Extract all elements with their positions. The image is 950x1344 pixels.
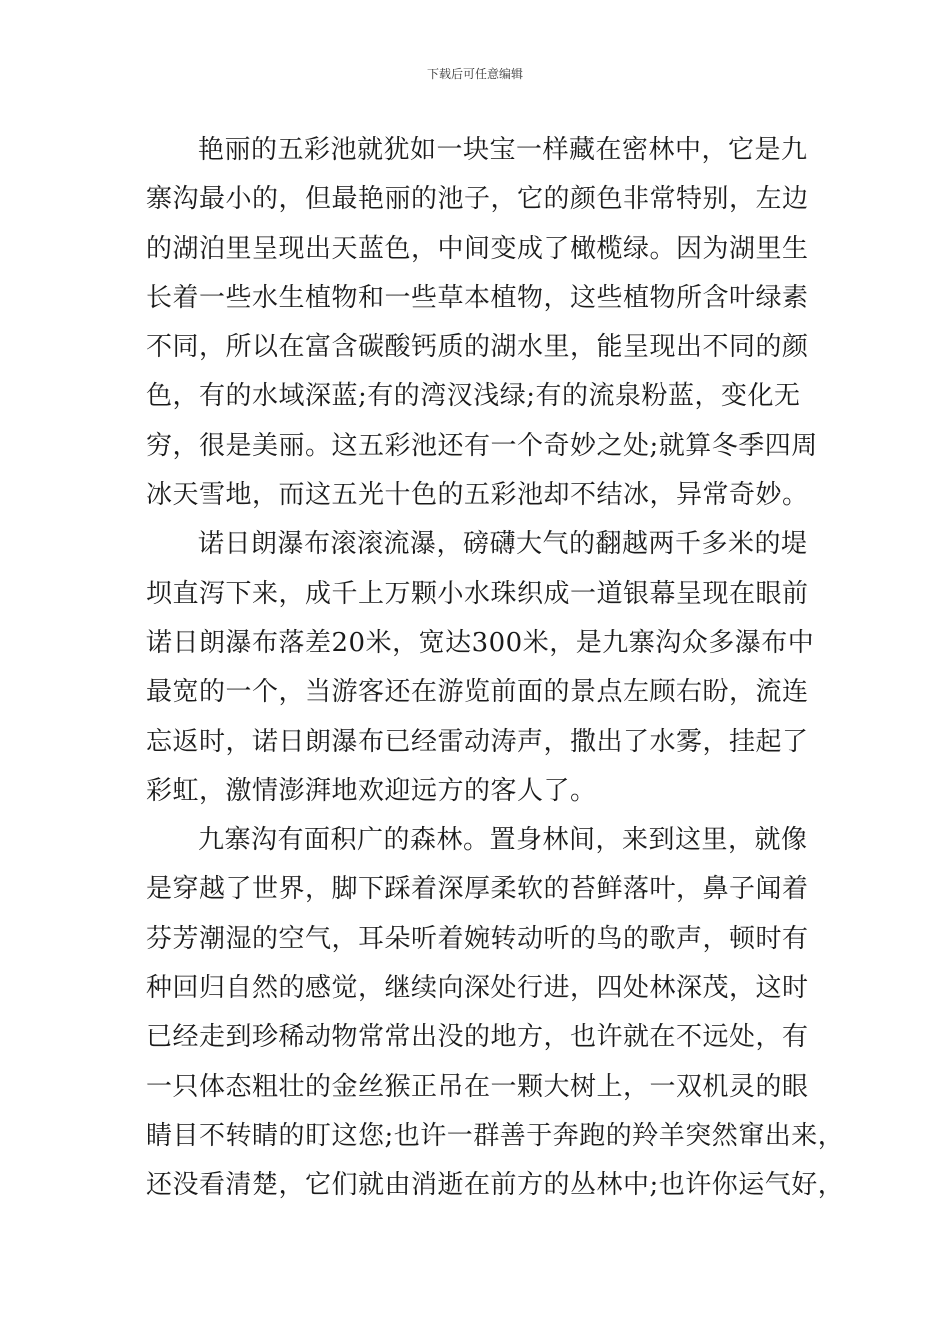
paragraph bbox=[146, 126, 818, 520]
text-line: 艳丽的五彩池就犹如一块宝一样藏在密林中，它是九 bbox=[198, 135, 808, 165]
text-line: 长着一些水生植物和一些草本植物，这些植物所含叶绿素 bbox=[146, 282, 809, 313]
paragraph bbox=[146, 816, 845, 1210]
text-line: 坝直泻下来，成千上万颗小水珠织成一道银幕呈现在眼前 bbox=[146, 578, 809, 609]
page-header: 下载后可任意编辑 bbox=[426, 67, 523, 81]
text-line: 最宽的一个，当游客还在游览前面的景点左顾右盼，流连 bbox=[146, 677, 809, 708]
text-line: 穷，很是美丽。这五彩池还有一个奇妙之处;就算冬季四周 bbox=[146, 430, 818, 461]
text-line: 种回归自然的感觉，继续向深处行进，四处林深茂，这时 bbox=[146, 973, 809, 1004]
text-line: 是穿越了世界，脚下踩着深厚柔软的苔鲜落叶，鼻子闻着 bbox=[146, 874, 809, 905]
text-line: 诺日朗瀑布滚滚流瀑，磅礴大气的翻越两千多米的堤 bbox=[198, 529, 808, 560]
text-line: 九寨沟有面积广的森林。置身林间，来到这里，就像 bbox=[198, 825, 808, 856]
text-line: 冰天雪地，而这五光十色的五彩池却不结冰，异常奇妙。 bbox=[146, 480, 809, 511]
document-body bbox=[146, 126, 845, 1211]
paragraph bbox=[146, 520, 815, 816]
text-line: 的湖泊里呈现出天蓝色，中间变成了橄榄绿。因为湖里生 bbox=[146, 233, 809, 264]
text-line: 色，有的水域深蓝;有的湾汊浅绿;有的流泉粉蓝，变化无 bbox=[146, 381, 801, 412]
text-line: 不同，所以在富含碳酸钙质的湖水里，能呈现出不同的颜 bbox=[146, 332, 809, 363]
text-line: 还没看清楚，它们就由消逝在前方的丛林中;也许你运气好， bbox=[146, 1170, 845, 1201]
text-line: 一只体态粗壮的金丝猴正吊在一颗大树上，一双机灵的眼 bbox=[146, 1071, 809, 1102]
text-line: 睛目不转睛的盯这您;也许一群善于奔跑的羚羊突然窜出来， bbox=[146, 1120, 845, 1151]
text-line: 已经走到珍稀动物常常出没的地方，也许就在不远处，有 bbox=[146, 1022, 809, 1053]
text-line: 寨沟最小的，但最艳丽的池子，它的颜色非常特别，左边 bbox=[146, 184, 809, 215]
text-line: 诺日朗瀑布落差20米，宽达300米，是九寨沟众多瀑布中 bbox=[146, 627, 815, 658]
text-line: 彩虹，激情澎湃地欢迎远方的客人了。 bbox=[146, 775, 597, 806]
text-line: 忘返时，诺日朗瀑布已经雷动涛声，撒出了水雾，挂起了 bbox=[146, 726, 809, 757]
text-line: 芬芳潮湿的空气，耳朵听着婉转动听的鸟的歌声，顿时有 bbox=[146, 923, 809, 954]
